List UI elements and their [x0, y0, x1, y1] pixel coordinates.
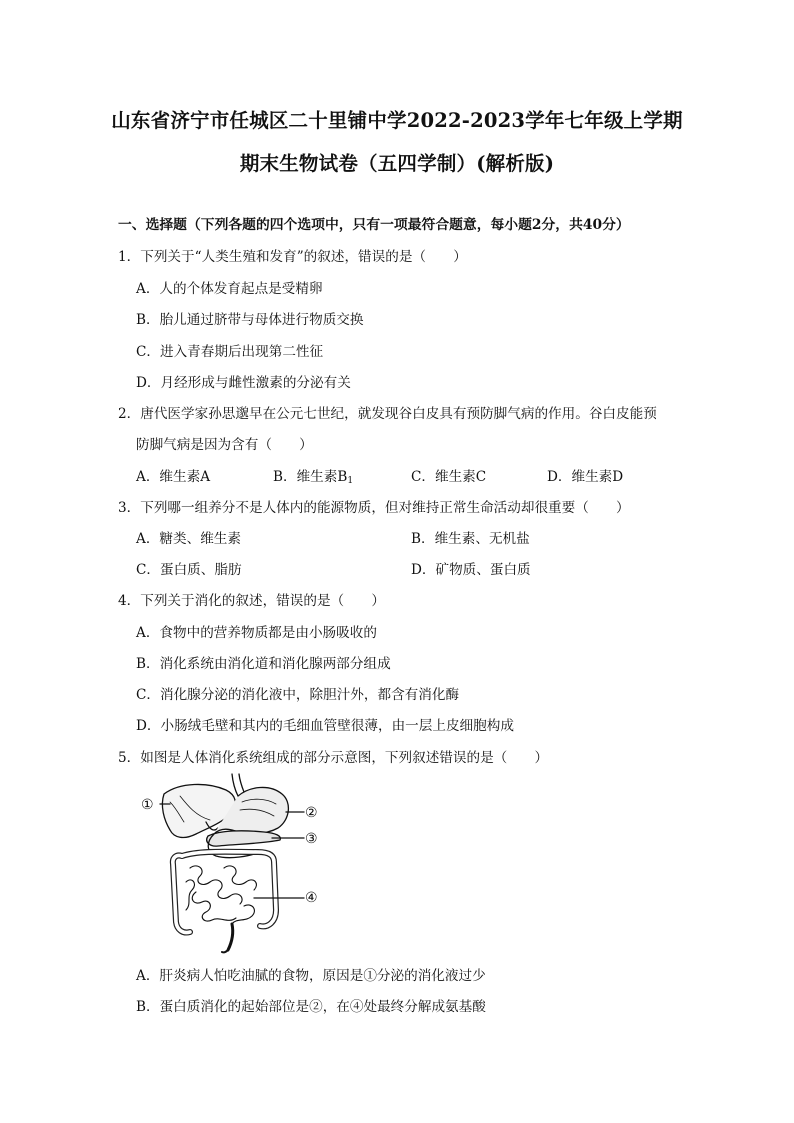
q4-option-c: C．消化腺分泌的消化液中，除胆汁外，都含有消化酶: [136, 687, 460, 703]
q1-option-c: C．进入青春期后出现第二性征: [136, 344, 324, 360]
esophagus-shape: [232, 774, 238, 796]
q1-option-b: B．胎儿通过脐带与母体进行物质交换: [136, 312, 364, 328]
q4-option-d: D．小肠绒毛壁和其内的毛细血管壁很薄，由一层上皮细胞构成: [136, 718, 514, 734]
q3-stem: 3．下列哪一组养分不是人体内的能源物质，但对维持正常生命活动却很重要（ ）: [118, 500, 630, 516]
q2-option-b-text: B．维生素B: [273, 469, 348, 485]
diagram-label-3: ③: [305, 831, 318, 847]
q2-option-d: D．维生素D: [547, 469, 624, 485]
small-intestine-shape: [186, 866, 256, 924]
pancreas-shape: [207, 831, 281, 846]
q4-stem: 4．下列关于消化的叙述，错误的是（ ）: [118, 593, 385, 609]
q4-option-b: B．消化系统由消化道和消化腺两部分组成: [136, 656, 391, 672]
diagram-label-1: ①: [141, 797, 154, 813]
q5-stem: 5．如图是人体消化系统组成的部分示意图，下列叙述错误的是（ ）: [118, 750, 549, 766]
q2-option-b: [273, 468, 353, 490]
q4-option-a: A．食物中的营养物质都是由小肠吸收的: [136, 625, 377, 641]
q2-option-b-subscript: 1: [347, 476, 354, 486]
digestive-system-diagram: [140, 772, 340, 954]
q3-option-c: C．蛋白质、脂肪: [136, 562, 242, 578]
q2-stem-line-2: 防脚气病是因为含有（ ）: [136, 437, 313, 453]
document-title-line-2: 期末生物试卷（五四学制）(解析版): [239, 152, 555, 175]
document-title-line-1: 山东省济宁市任城区二十里铺中学2022-2023学年七年级上学期: [111, 109, 683, 132]
q1-stem: 1．下列关于“人类生殖和发育”的叙述，错误的是（ ）: [118, 249, 467, 265]
q5-option-a: A．肝炎病人怕吃油腻的食物，原因是①分泌的消化液过少: [136, 968, 486, 984]
q1-option-d: D．月经形成与雌性激素的分泌有关: [136, 375, 351, 391]
diagram-label-2: ②: [305, 805, 318, 821]
q3-option-d: D．矿物质、蛋白质: [411, 562, 531, 578]
q2-option-c: C．维生素C: [411, 469, 487, 485]
q1-option-a: A．人的个体发育起点是受精卵: [136, 281, 323, 297]
q2-stem-line-1: 2．唐代医学家孙思邈早在公元七世纪，就发现谷白皮具有预防脚气病的作用。谷白皮能预: [118, 406, 657, 422]
large-intestine-shape: [173, 852, 276, 933]
q3-option-b: B．维生素、无机盐: [411, 531, 530, 547]
q2-option-a: A．维生素A: [136, 469, 211, 485]
q3-option-a: A．糖类、维生素: [136, 531, 241, 547]
section-heading: 一、选择题（下列各题的四个选项中，只有一项最符合题意，每小题2分，共40分）: [118, 217, 630, 233]
q5-option-b: B．蛋白质消化的起始部位是②，在④处最终分解成氨基酸: [136, 999, 486, 1015]
diagram-label-4: ④: [305, 890, 318, 906]
